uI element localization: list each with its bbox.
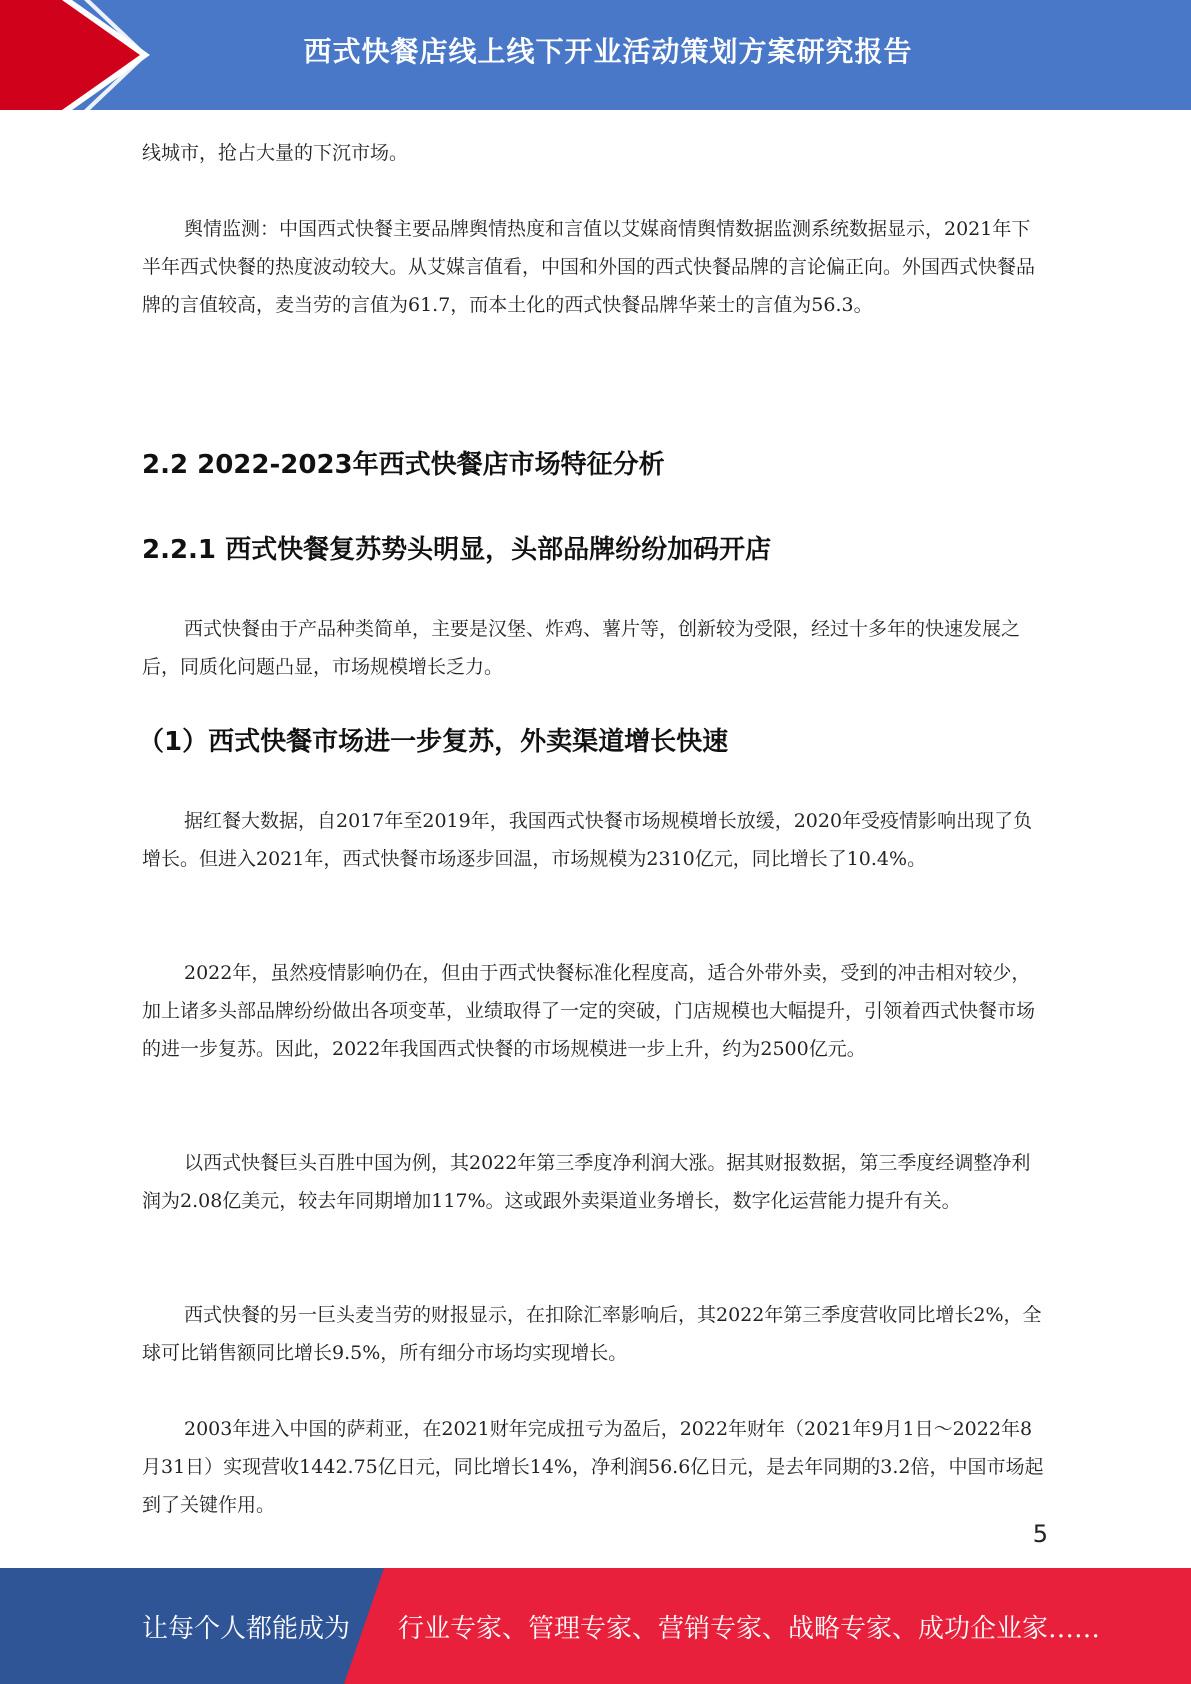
- paragraph: 舆情监测：中国西式快餐主要品牌舆情热度和言值以艾媒商情舆情数据监测系统数据显示，2021年下半年西式快餐的热度波动较大。从艾媒言值看，中国和外国的西式快餐品牌的言论偏正向。外国西式快餐品牌的言值较高，麦当劳的言值为61.7，而本土化的西式快餐品牌华莱士的言值为56.3。: [142, 218, 1036, 316]
- footer-slogan-right: 行业专家、管理专家、营销专家、战略专家、成功企业家……: [398, 1613, 1101, 1644]
- sub-heading: （1）西式快餐市场进一步复苏，外卖渠道增长快速: [138, 727, 729, 757]
- paragraph: 西式快餐的另一巨头麦当劳的财报显示，在扣除汇率影响后，其2022年第三季度营收同比增长2%，全球可比销售额同比增长9.5%，所有细分市场均实现增长。: [142, 1304, 1042, 1364]
- paragraph: 据红餐大数据，自2017年至2019年，我国西式快餐市场规模增长放缓，2020年受疫情影响出现了负增长。但进入2021年，西式快餐市场逐步回温，市场规模为2310亿元，同比增长了10.4%。: [142, 810, 1033, 870]
- page-footer: [0, 1568, 1191, 1684]
- paragraph: 线城市，抢占大量的下沉市场。: [142, 142, 409, 164]
- document-title: 西式快餐店线上线下开业活动策划方案研究报告: [303, 35, 913, 68]
- paragraph: 西式快餐由于产品种类简单，主要是汉堡、炸鸡、薯片等，创新较为受限，经过十多年的快速发展之后，同质化问题凸显，市场规模增长乏力。: [142, 618, 1021, 678]
- paragraph: 2003年进入中国的萨莉亚，在2021财年完成扭亏为盈后，2022年财年（2021年9月1日～2022年8月31日）实现营收1442.75亿日元，同比增长14%，净利润56.6亿日元，是去年同期的3.2倍，中国市场起到了关键作用。: [142, 1418, 1044, 1516]
- footer-slogan-left: 让每个人都能成为: [142, 1613, 351, 1644]
- page-number: 5: [1032, 1520, 1048, 1548]
- page-header: [0, 0, 1191, 110]
- paragraph: 以西式快餐巨头百胜中国为例，其2022年第三季度净利润大涨。据其财报数据，第三季度经调整净利润为2.08亿美元，较去年同期增加117%。这或跟外卖渠道业务增长，数字化运营能力提升有关。: [142, 1152, 1031, 1212]
- paragraph: 2022年，虽然疫情影响仍在，但由于西式快餐标准化程度高，适合外带外卖，受到的冲击相对较少，加上诸多头部品牌纷纷做出各项变革，业绩取得了一定的突破，门店规模也大幅提升，引领着西式快餐市场的进一步复苏。因此，2022年我国西式快餐的市场规模进一步上升，约为2500亿元。: [142, 962, 1036, 1060]
- section-heading: 2.2 2022-2023年西式快餐店市场特征分析: [142, 450, 665, 480]
- subsection-heading: 2.2.1 西式快餐复苏势头明显，头部品牌纷纷加码开店: [142, 535, 772, 565]
